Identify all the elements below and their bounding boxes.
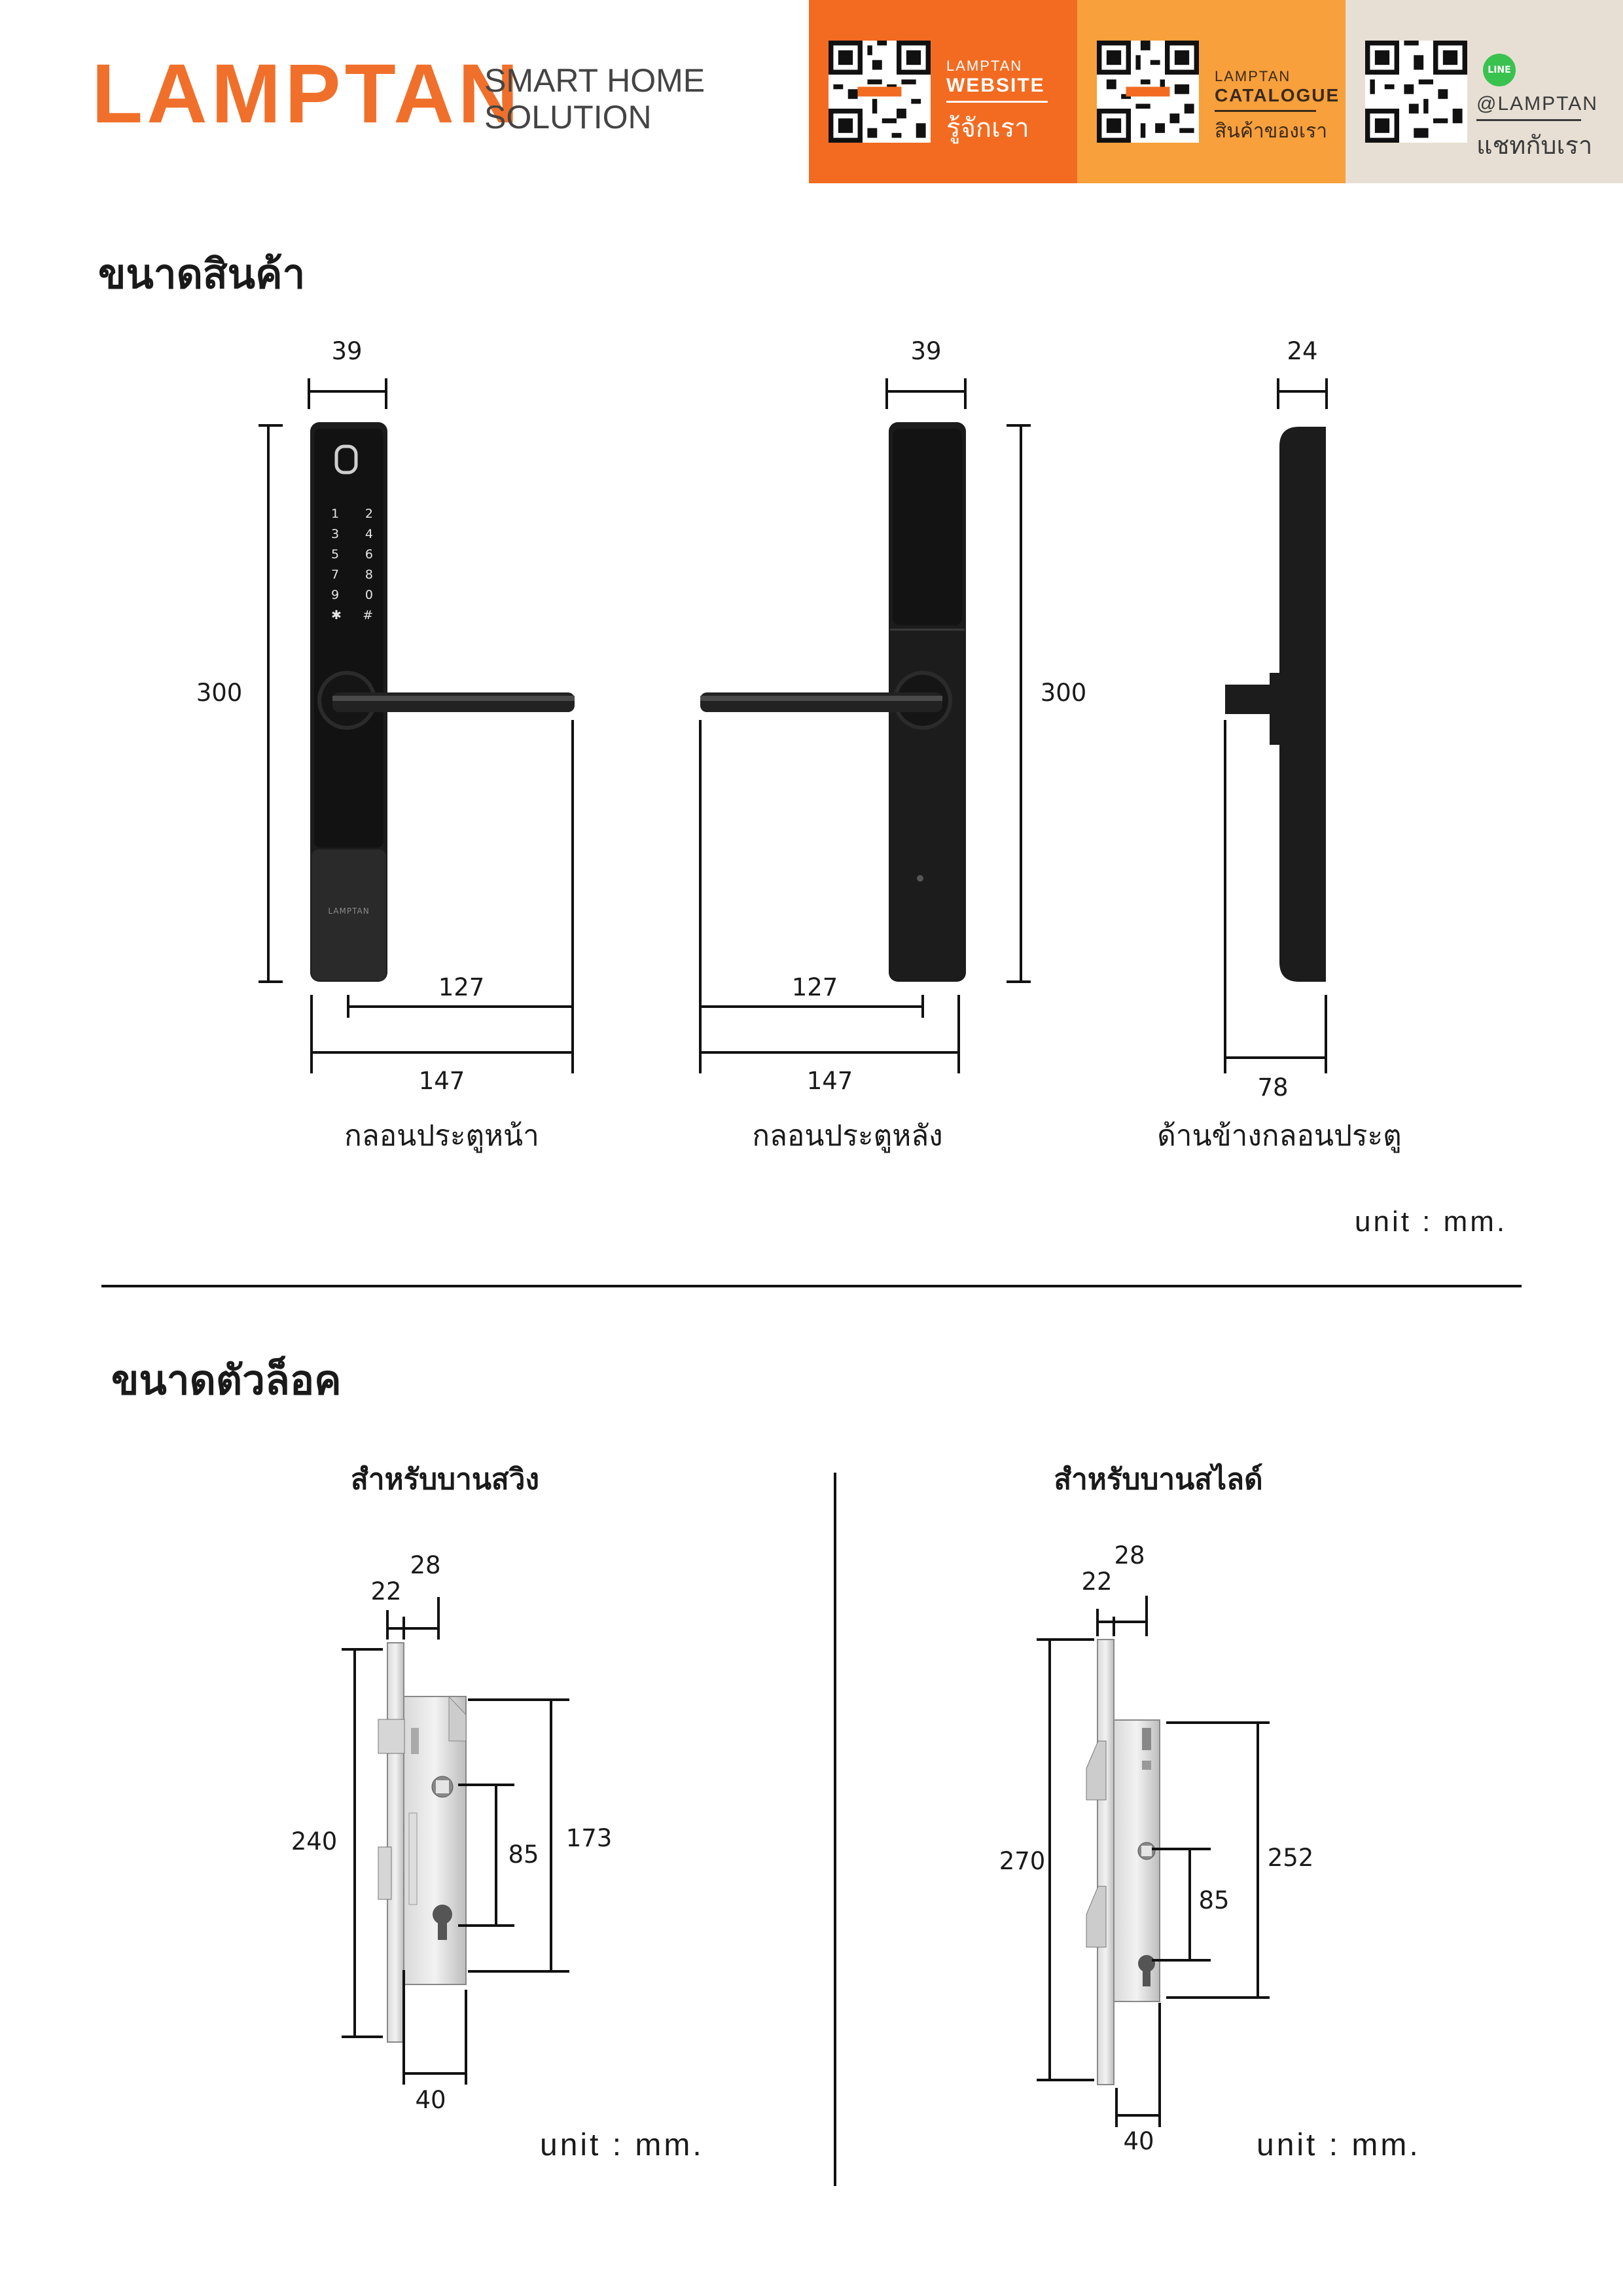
key-star: ✱: [331, 608, 342, 622]
qr-website-thai: รู้จักเรา: [946, 114, 1029, 143]
side-lock-body: [1225, 427, 1326, 982]
swing-unit: unit : mm.: [540, 2128, 704, 2162]
slide-unit: unit : mm.: [1257, 2128, 1421, 2162]
key-8: 8: [365, 567, 373, 582]
swing-240-label: 240: [291, 1827, 338, 1856]
tagline-line-2: SOLUTION: [484, 99, 652, 135]
slide-252-label: 252: [1267, 1844, 1314, 1872]
key-3: 3: [331, 527, 340, 541]
tagline-line-1: SMART HOME: [484, 62, 705, 99]
dimension-lines: [259, 378, 1327, 1073]
front-caption: กลอนประตูหน้า: [344, 1119, 539, 1153]
slide-85-label: 85: [1198, 1886, 1230, 1914]
device-brand-label: LAMPTAN: [328, 906, 370, 916]
qr-catalogue-thai: สินค้าของเรา: [1215, 120, 1328, 142]
slide-40-label: 40: [1123, 2127, 1154, 2155]
qr-website-big: WEBSITE: [946, 75, 1045, 96]
back-height-label: 300: [1040, 679, 1087, 707]
key-2: 2: [365, 507, 373, 521]
slide-22-label: 22: [1081, 1568, 1113, 1596]
side-caption: ด้านข้างกลอนประตู: [1157, 1119, 1402, 1153]
key-hash: #: [363, 608, 373, 622]
front-handle-label: 127: [438, 973, 485, 1001]
swing-173-label: 173: [565, 1824, 613, 1852]
back-handle: [700, 673, 950, 728]
front-total-label: 147: [418, 1067, 465, 1095]
swing-title: สำหรับบานสวิง: [351, 1463, 539, 1496]
key-9: 9: [331, 588, 340, 602]
lock-size-title: ขนาดตัวล็อค: [111, 1356, 342, 1404]
slide-mortise-lock: [1086, 1640, 1160, 2085]
front-height-label: 300: [196, 679, 243, 707]
key-5: 5: [331, 547, 340, 562]
front-width-label: 39: [331, 337, 363, 365]
key-0: 0: [365, 588, 373, 602]
swing-28-label: 28: [410, 1551, 441, 1579]
key-7: 7: [331, 567, 340, 582]
side-thickness-label: 24: [1287, 337, 1318, 365]
slide-28-label: 28: [1114, 1541, 1145, 1570]
qr-line-handle: @LAMPTAN: [1476, 93, 1598, 115]
key-4: 4: [365, 527, 373, 541]
keyhole-icon: [917, 875, 923, 882]
line-icon: LINE: [1483, 54, 1516, 86]
qr-catalogue-small: LAMPTAN: [1215, 68, 1291, 84]
back-total-label: 147: [806, 1067, 853, 1095]
back-caption: กลอนประตูหลัง: [752, 1119, 943, 1153]
slide-title: สำหรับบานสไลด์: [1054, 1463, 1263, 1496]
back-handle-label: 127: [791, 973, 838, 1001]
swing-85-label: 85: [508, 1840, 539, 1869]
front-handle: [319, 673, 575, 728]
qr-website-small: LAMPTAN: [946, 58, 1023, 74]
product-unit: unit : mm.: [1355, 1206, 1508, 1238]
product-size-title: ขนาดสินค้า: [98, 250, 306, 298]
swing-40-label: 40: [415, 2086, 446, 2114]
key-1: 1: [331, 507, 340, 521]
keypad: [331, 504, 373, 626]
qr-line-thai: แชทกับเรา: [1476, 132, 1593, 160]
slide-270-label: 270: [999, 1847, 1046, 1875]
swing-22-label: 22: [370, 1577, 402, 1605]
brand-logo: LAMPTAN: [92, 47, 523, 141]
qr-catalogue-big: CATALOGUE: [1215, 85, 1340, 105]
key-6: 6: [365, 547, 373, 562]
side-depth-label: 78: [1257, 1073, 1289, 1102]
back-width-label: 39: [910, 337, 942, 365]
swing-mortise-lock: [378, 1643, 466, 2042]
